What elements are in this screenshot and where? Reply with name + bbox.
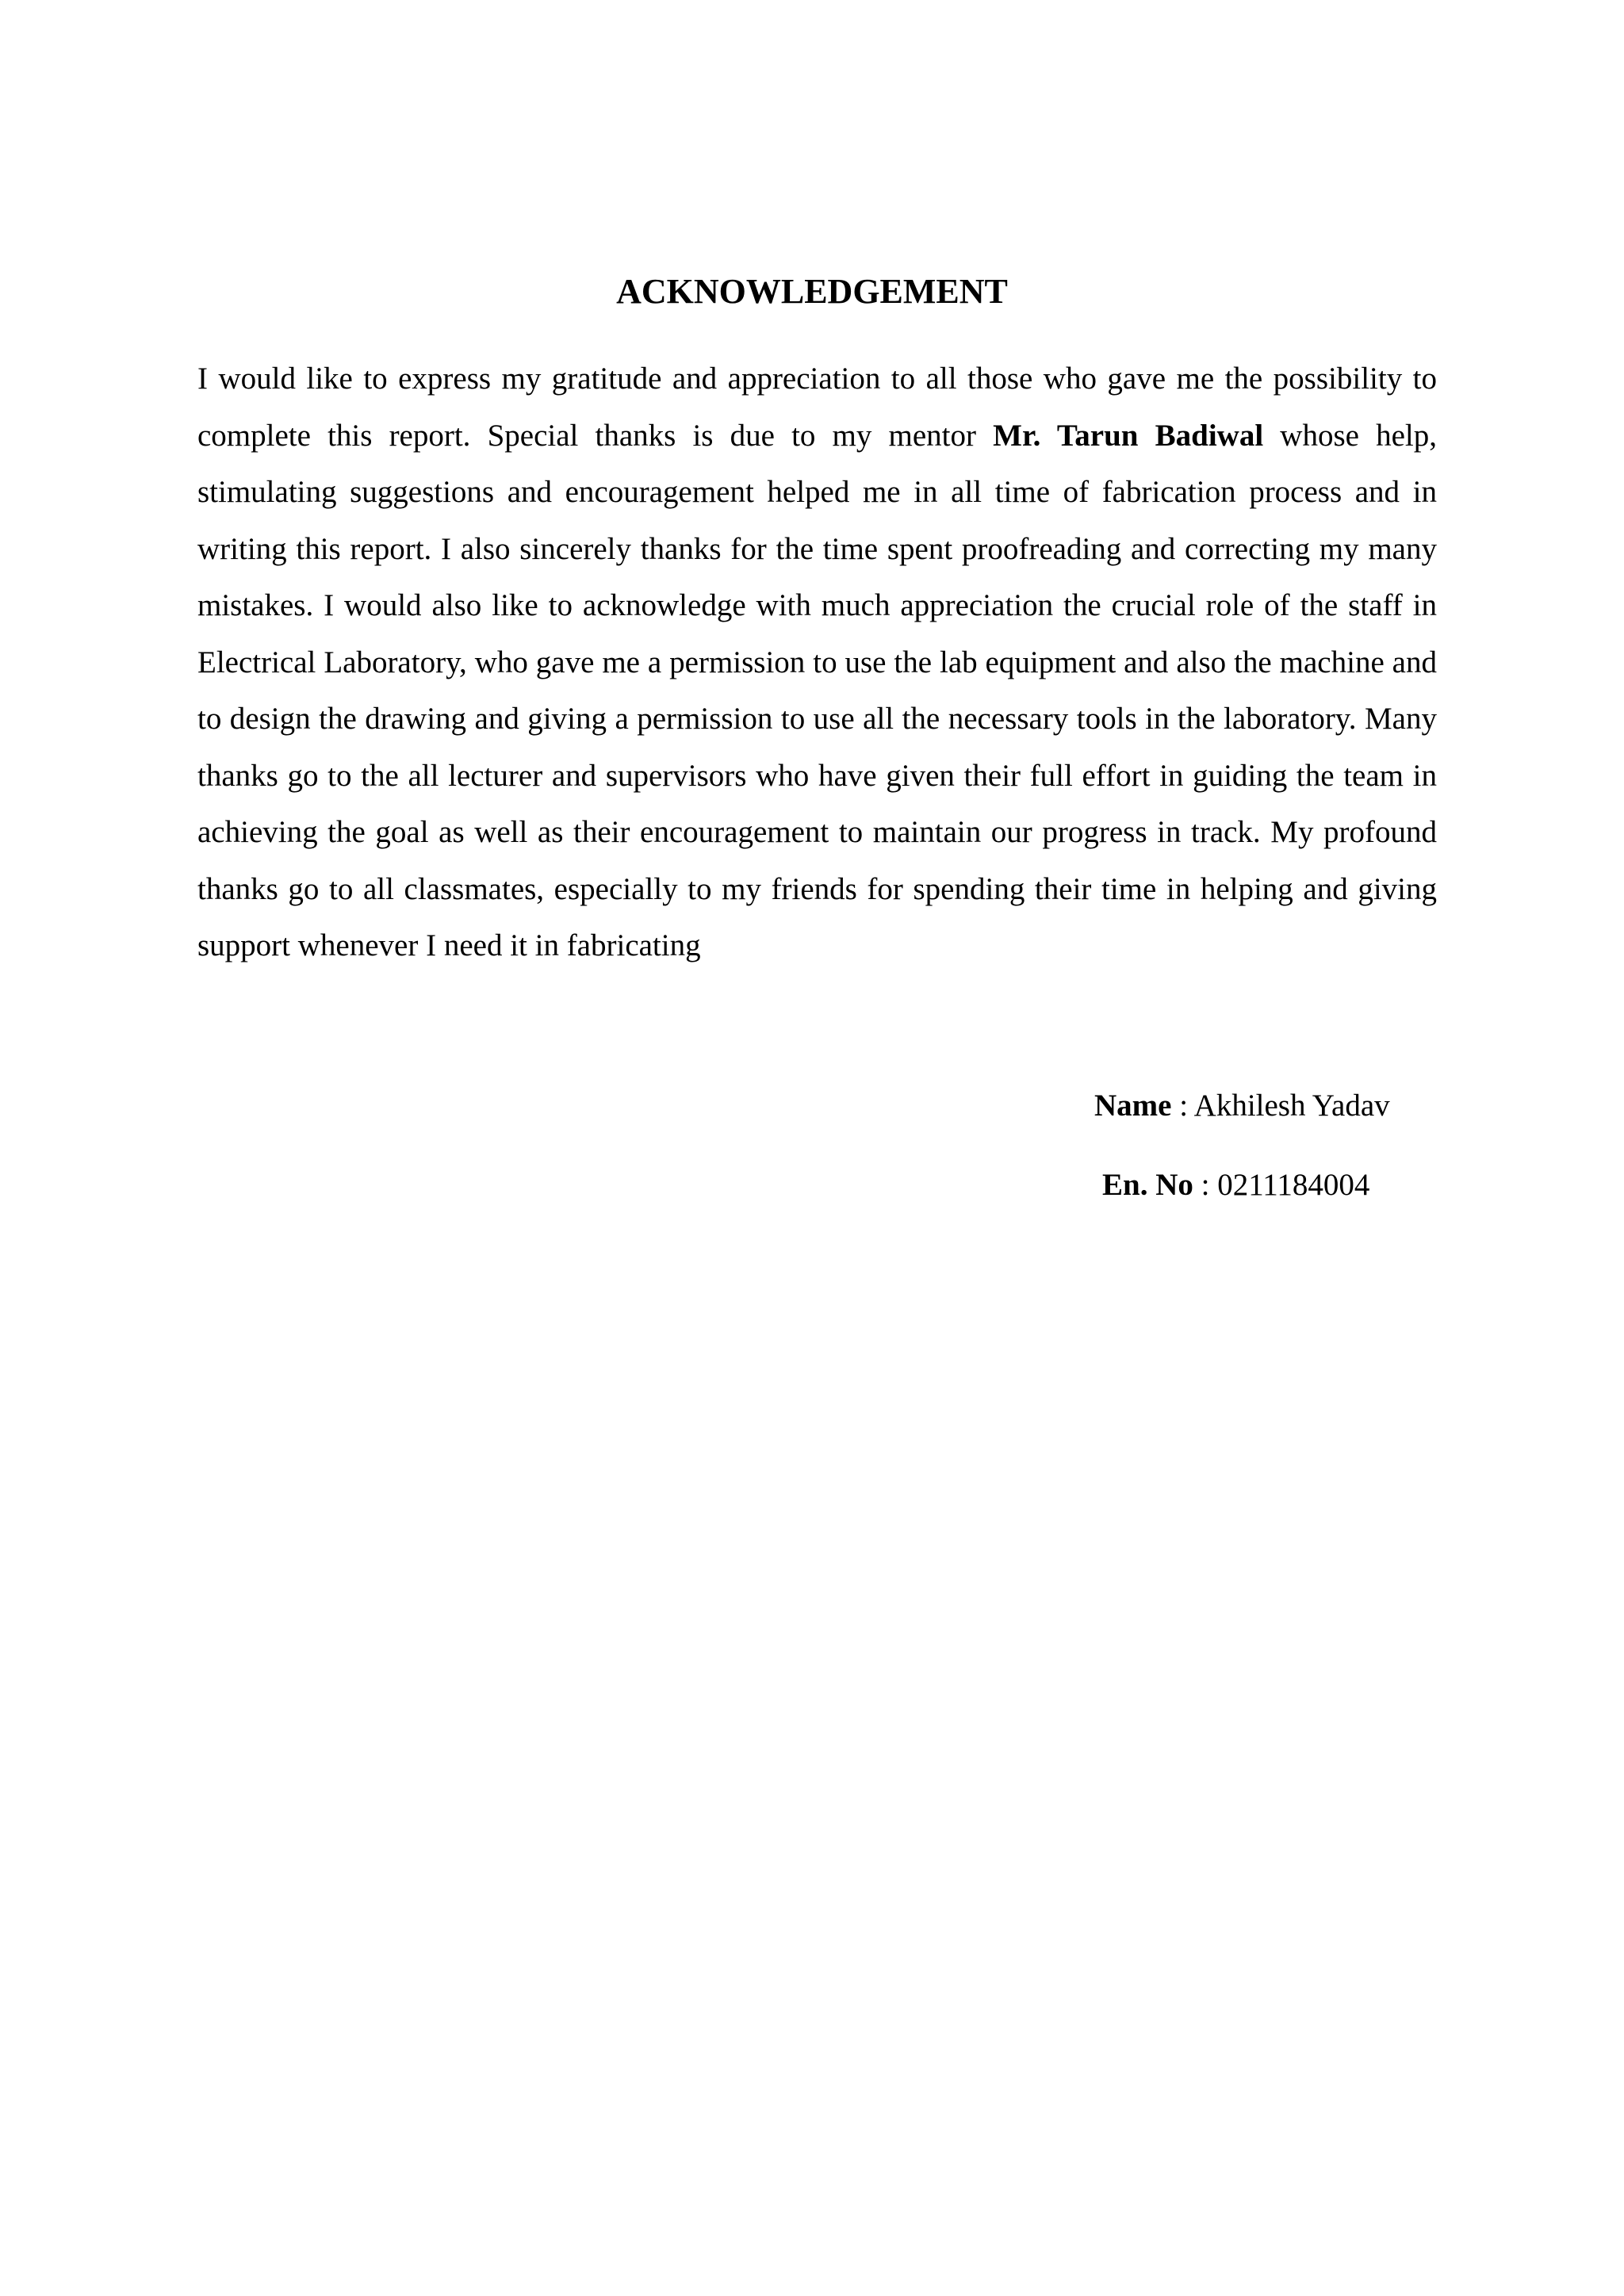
enrollment-separator: : [1193,1168,1218,1202]
name-separator: : [1171,1089,1194,1123]
paragraph-text-part-1: I would like to express my gratitude and appreciation to all those who gave me the possibility to complete this report. Special thanks is due to my mentor [197,362,1437,453]
signature-name-line [1094,1086,1390,1126]
paragraph-text-part-2: whose help, stimulating suggestions and encouragement helped me in all time of fabrication process and in writing this report. I also sincerely thanks for the time spent proofreading and correcting my many mistakes. I would also like to acknowledge with much appreciation the crucial role of the staff in Electrical Laboratory, who gave me a permission to use the lab equipment and also the machine and to design the drawing and giving a permission to use all the necessary tools in the laboratory. Many thanks go to the all lecturer and supervisors who have given their full effort in guiding the team in achieving the goal as well as their encouragement to maintain our progress in track. My profound thanks go to all classmates, especially to my friends for spending their time in helping and giving support whenever I need it in fabricating [197,418,1437,962]
name-value: Akhilesh Yadav [1193,1089,1390,1123]
page-title: ACKNOWLEDGEMENT [616,272,1008,311]
mentor-name: Mr. Tarun Badiwal [993,418,1264,453]
signature-enrollment-line [1102,1165,1369,1205]
acknowledgement-paragraph [197,350,1437,974]
name-label: Name [1094,1089,1172,1123]
enrollment-value: 0211184004 [1217,1168,1370,1202]
enrollment-label: En. No [1102,1168,1193,1202]
